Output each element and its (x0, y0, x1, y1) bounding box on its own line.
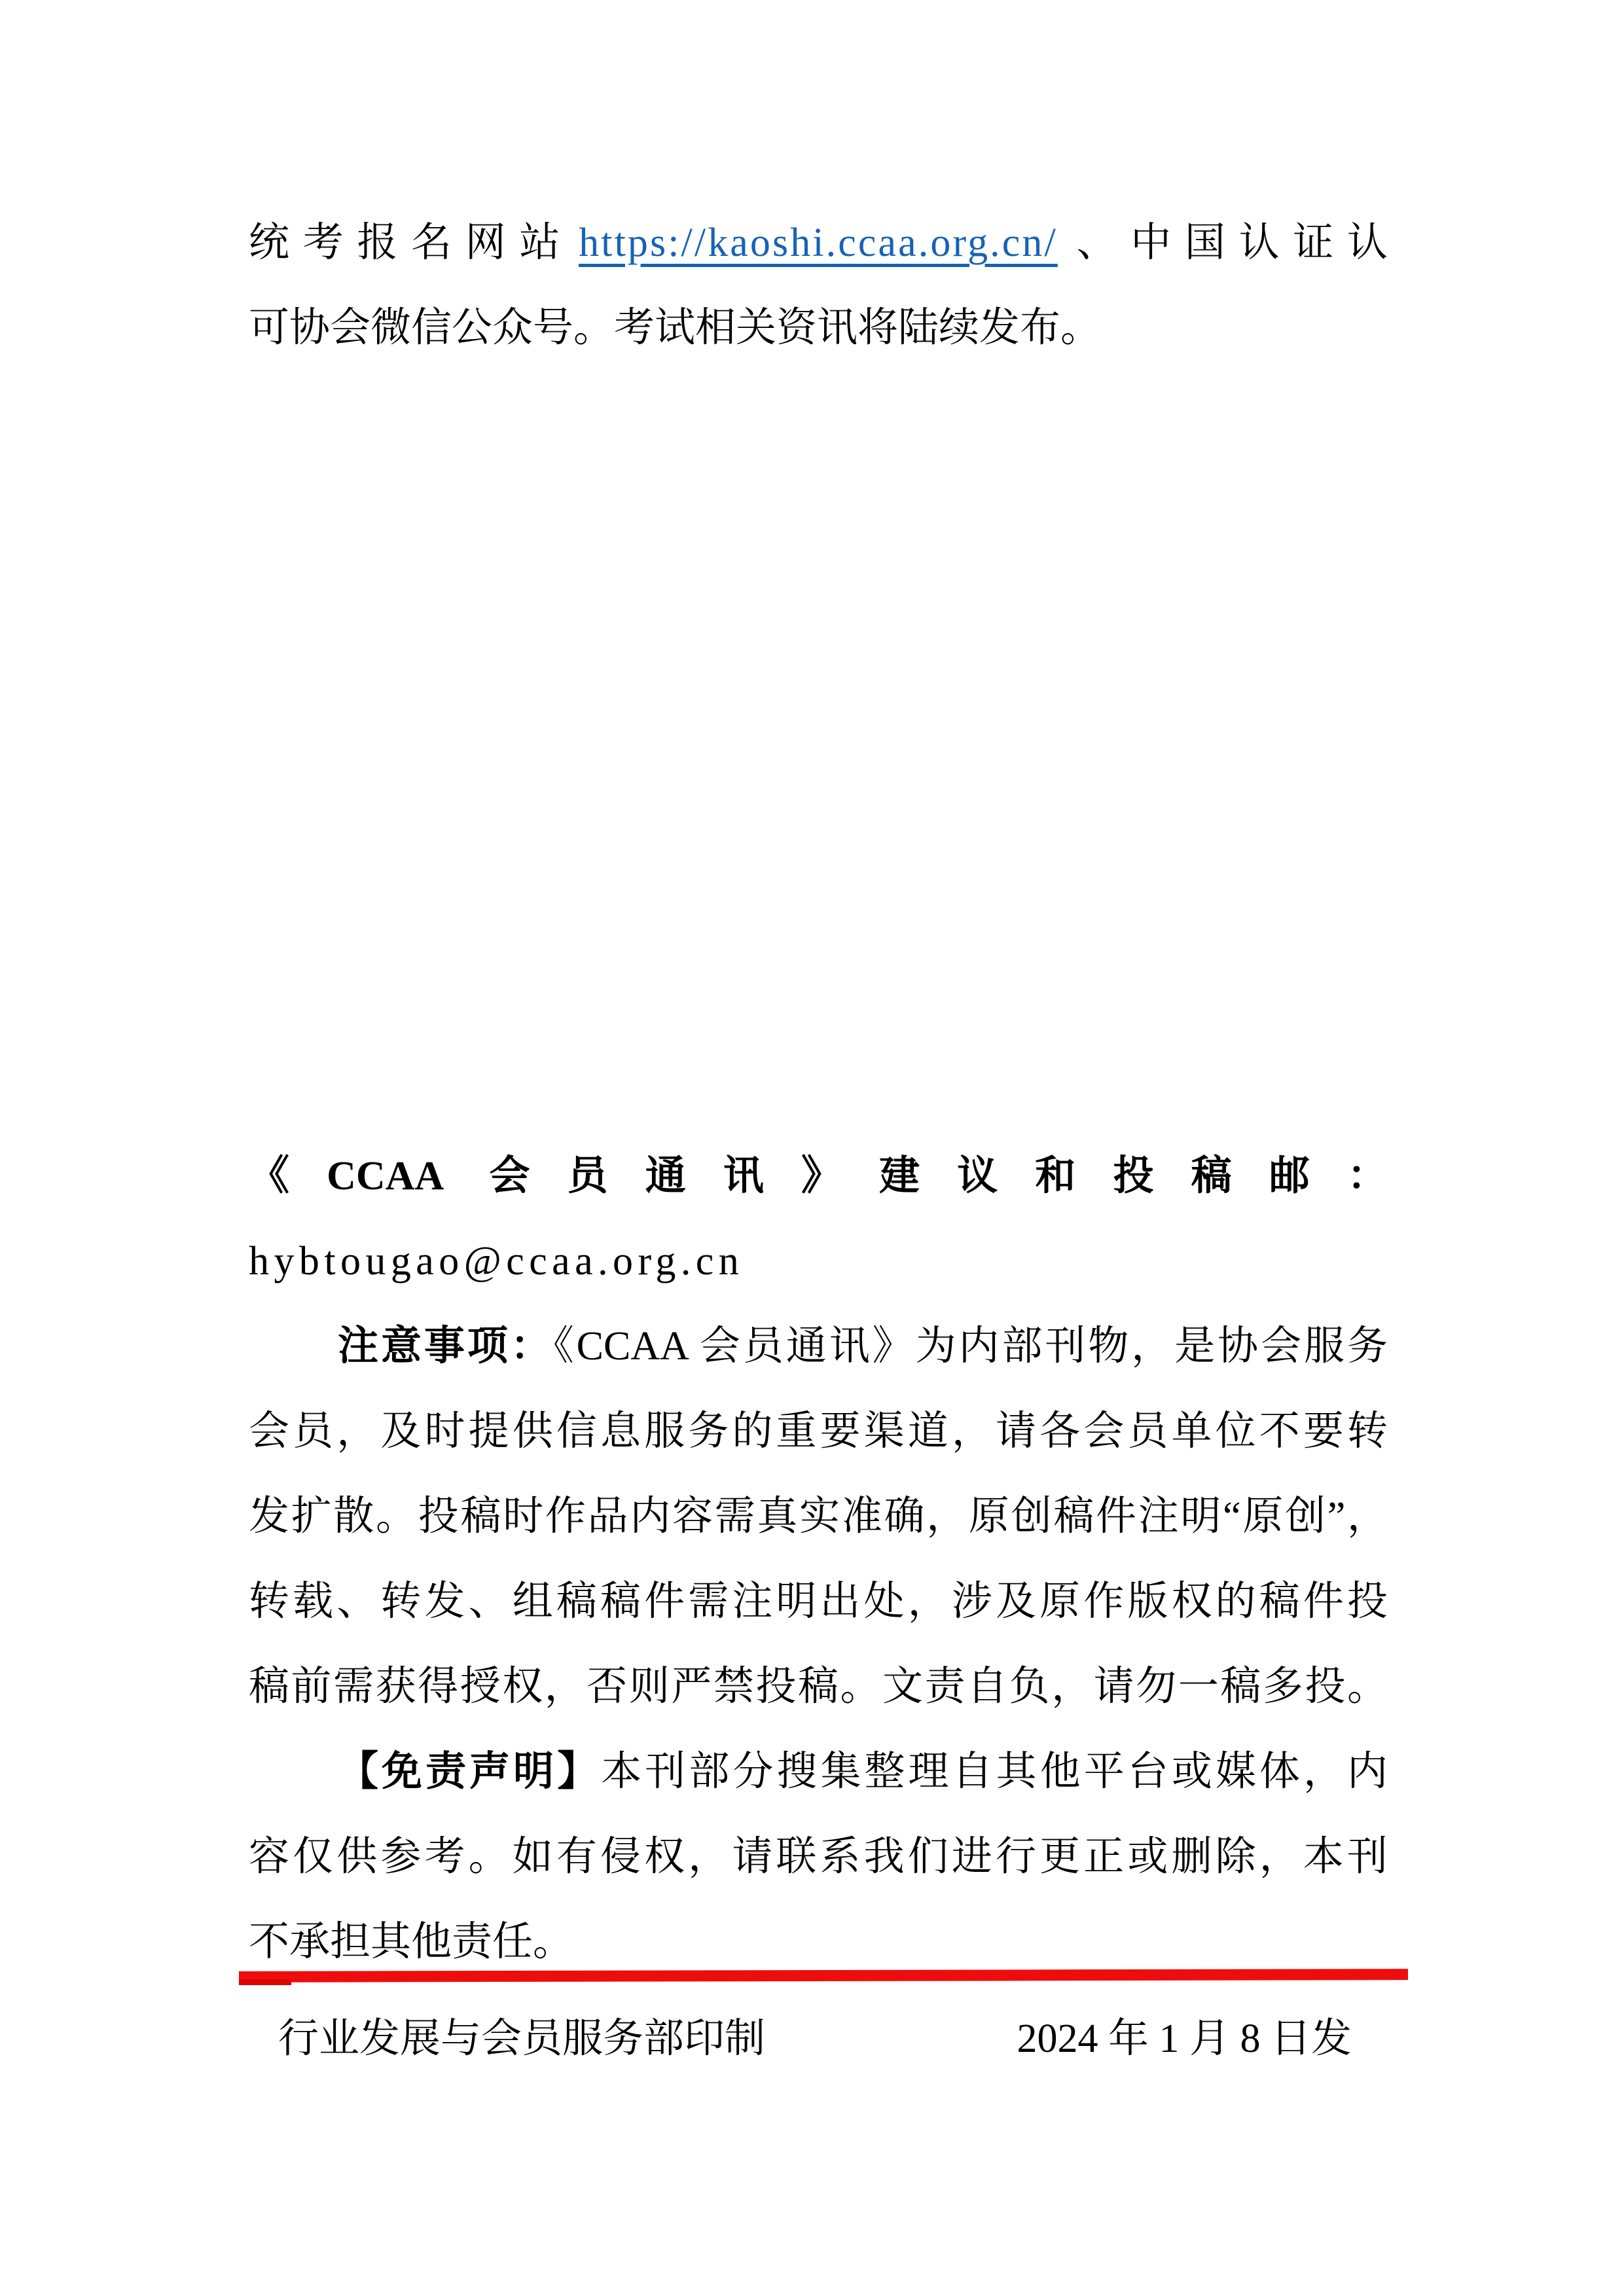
body-line-5 (249, 1389, 1388, 1474)
text-run: 发扩散。投稿时作品内容需真实准确，原创稿件注明“原创”， (249, 1494, 1388, 1539)
exam-registration-url-link[interactable]: https://kaoshi.ccaa.org.cn/ (579, 221, 1058, 265)
text-run: 统考报名网站 (249, 221, 574, 265)
text-run: 容仅供参考。如有侵权，请联系我们进行更正或删除，本刊 (249, 1835, 1388, 1879)
text-run: 本刊部分搜集整理自其他平台或媒体，内 (601, 1749, 1388, 1794)
text-run: 、中国认证认 (1062, 221, 1388, 265)
body-line-1 (249, 200, 1388, 285)
red-divider-notch (239, 1979, 291, 1985)
footer-printer-label: 行业发展与会员服务部印制 (278, 2017, 766, 2061)
bold-run-disclaimer-label: 【免责声明】 (338, 1749, 602, 1794)
body-line-10 (249, 1814, 1388, 1899)
text-run: 稿前需获得授权，否则严禁投稿。文责自负，请勿一稿多投。 (249, 1664, 1388, 1709)
blank-vertical-gap (249, 370, 1388, 1134)
body-line-3 (249, 1134, 1388, 1304)
body-line-4 (249, 1304, 1388, 1389)
page-footer (249, 2015, 1388, 2064)
text-run: 可协会微信公众号。考试相关资讯将陆续发布。 (249, 306, 1102, 350)
body-text-block (249, 200, 1388, 1984)
text-run: 转载、转发、组稿稿件需注明出处，涉及原作版权的稿件投 (249, 1579, 1388, 1624)
body-line-2 (249, 285, 1388, 370)
body-line-8 (249, 1644, 1388, 1729)
body-line-9 (249, 1729, 1388, 1814)
body-line-6 (249, 1474, 1388, 1559)
body-line-7 (249, 1559, 1388, 1644)
footer-issue-date: 2024 年 1 月 8 日发 (1017, 2017, 1352, 2061)
text-run: 会员，及时提供信息服务的重要渠道，请各会员单位不要转 (249, 1409, 1388, 1454)
bold-run-notice-label: 注意事项： (338, 1324, 554, 1369)
bold-run-contact-label: 《CCAA 会员通讯》建议和投稿邮： (249, 1154, 1388, 1198)
contact-email-text: hybtougao@ccaa.org.cn (249, 1239, 744, 1283)
text-run: 不承担其他责任。 (249, 1920, 574, 1964)
text-run: 《CCAA 会员通讯》为内部刊物，是协会服务 (553, 1324, 1388, 1369)
